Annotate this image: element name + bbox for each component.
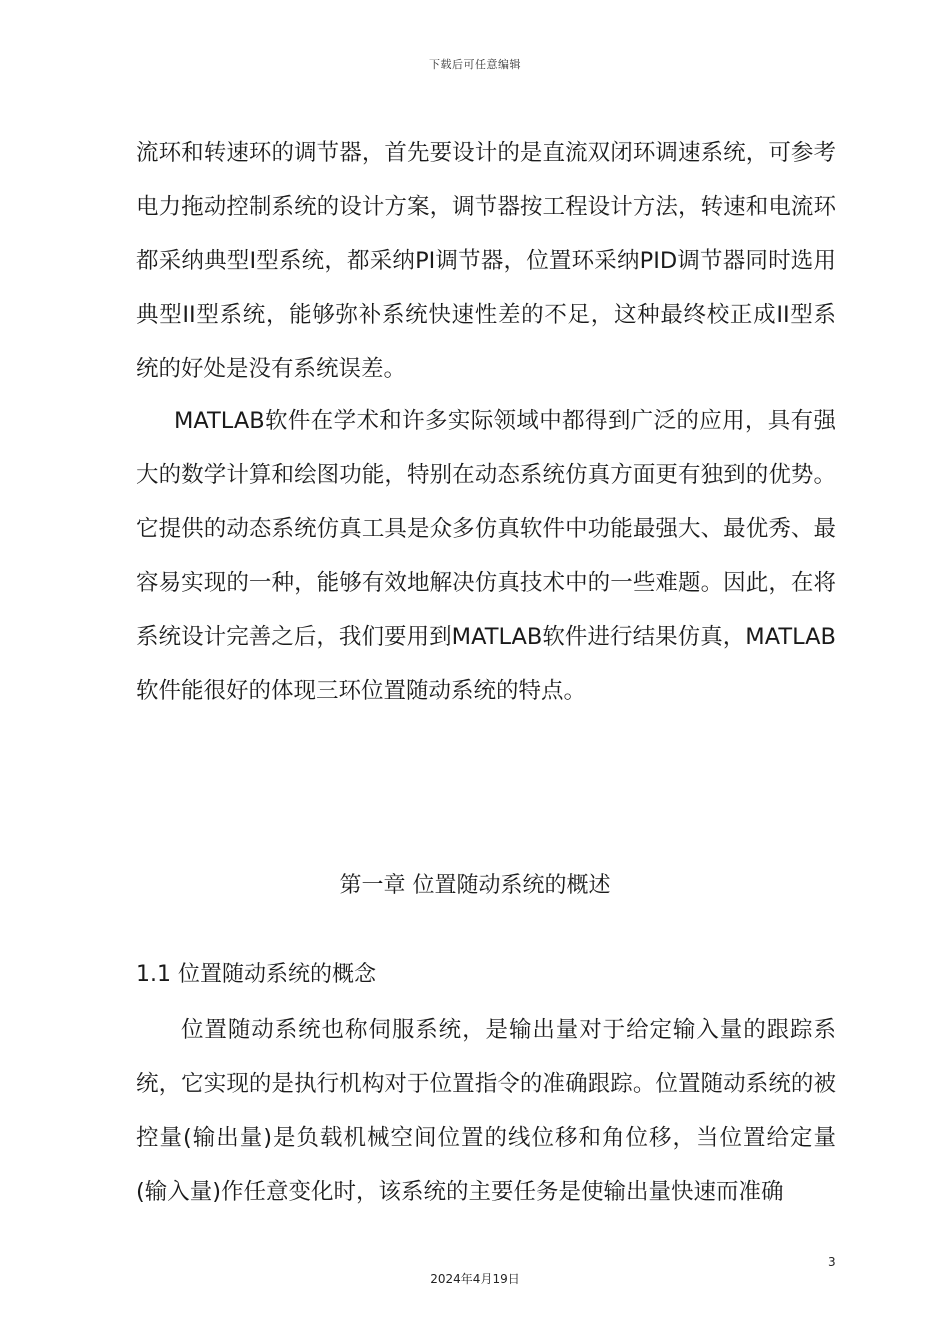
page-number: 3 bbox=[828, 1255, 836, 1269]
body-paragraph-1: 流环和转速环的调节器，首先要设计的是直流双闭环调速系统，可参考电力拖动控制系统的设计方案，调节器按工程设计方法，转速和电流环都采纳典型I型系统，都采纳PI调节器，位置环采纳PID调节器同时选用典型II型系统，能够弥补系统快速性差的不足，这种最终校正成II型系统的好处是没有系统误差。 bbox=[136, 140, 836, 382]
body-paragraph-2: MATLAB软件在学术和许多实际领域中都得到广泛的应用，具有强大的数学计算和绘图功能，特别在动态系统仿真方面更有独到的优势。它提供的动态系统仿真工具是众多仿真软件中功能最强大、最优秀、最容易实现的一种，能够有效地解决仿真技术中的一些难题。因此，在将系统设计完善之后，我们要用到MATLAB软件进行结果仿真，MATLAB软件能很好的体现三环位置随动系统的特点。 bbox=[136, 408, 836, 704]
section-title: 1.1 位置随动系统的概念 bbox=[136, 962, 376, 987]
header-note: 下载后可任意编辑 bbox=[429, 58, 521, 71]
footer-date: 2024年4月19日 bbox=[430, 1272, 520, 1286]
section-paragraph: 位置随动系统也称伺服系统，是输出量对于给定输入量的跟踪系统，它实现的是执行机构对于位置指令的准确跟踪。位置随动系统的被控量(输出量)是负载机械空间位置的线位移和角位移，当位置给定量(输入量)作任意变化时，该系统的主要任务是使输出量快速而准确 bbox=[136, 1017, 836, 1205]
chapter-title: 第一章 位置随动系统的概述 bbox=[339, 873, 611, 898]
